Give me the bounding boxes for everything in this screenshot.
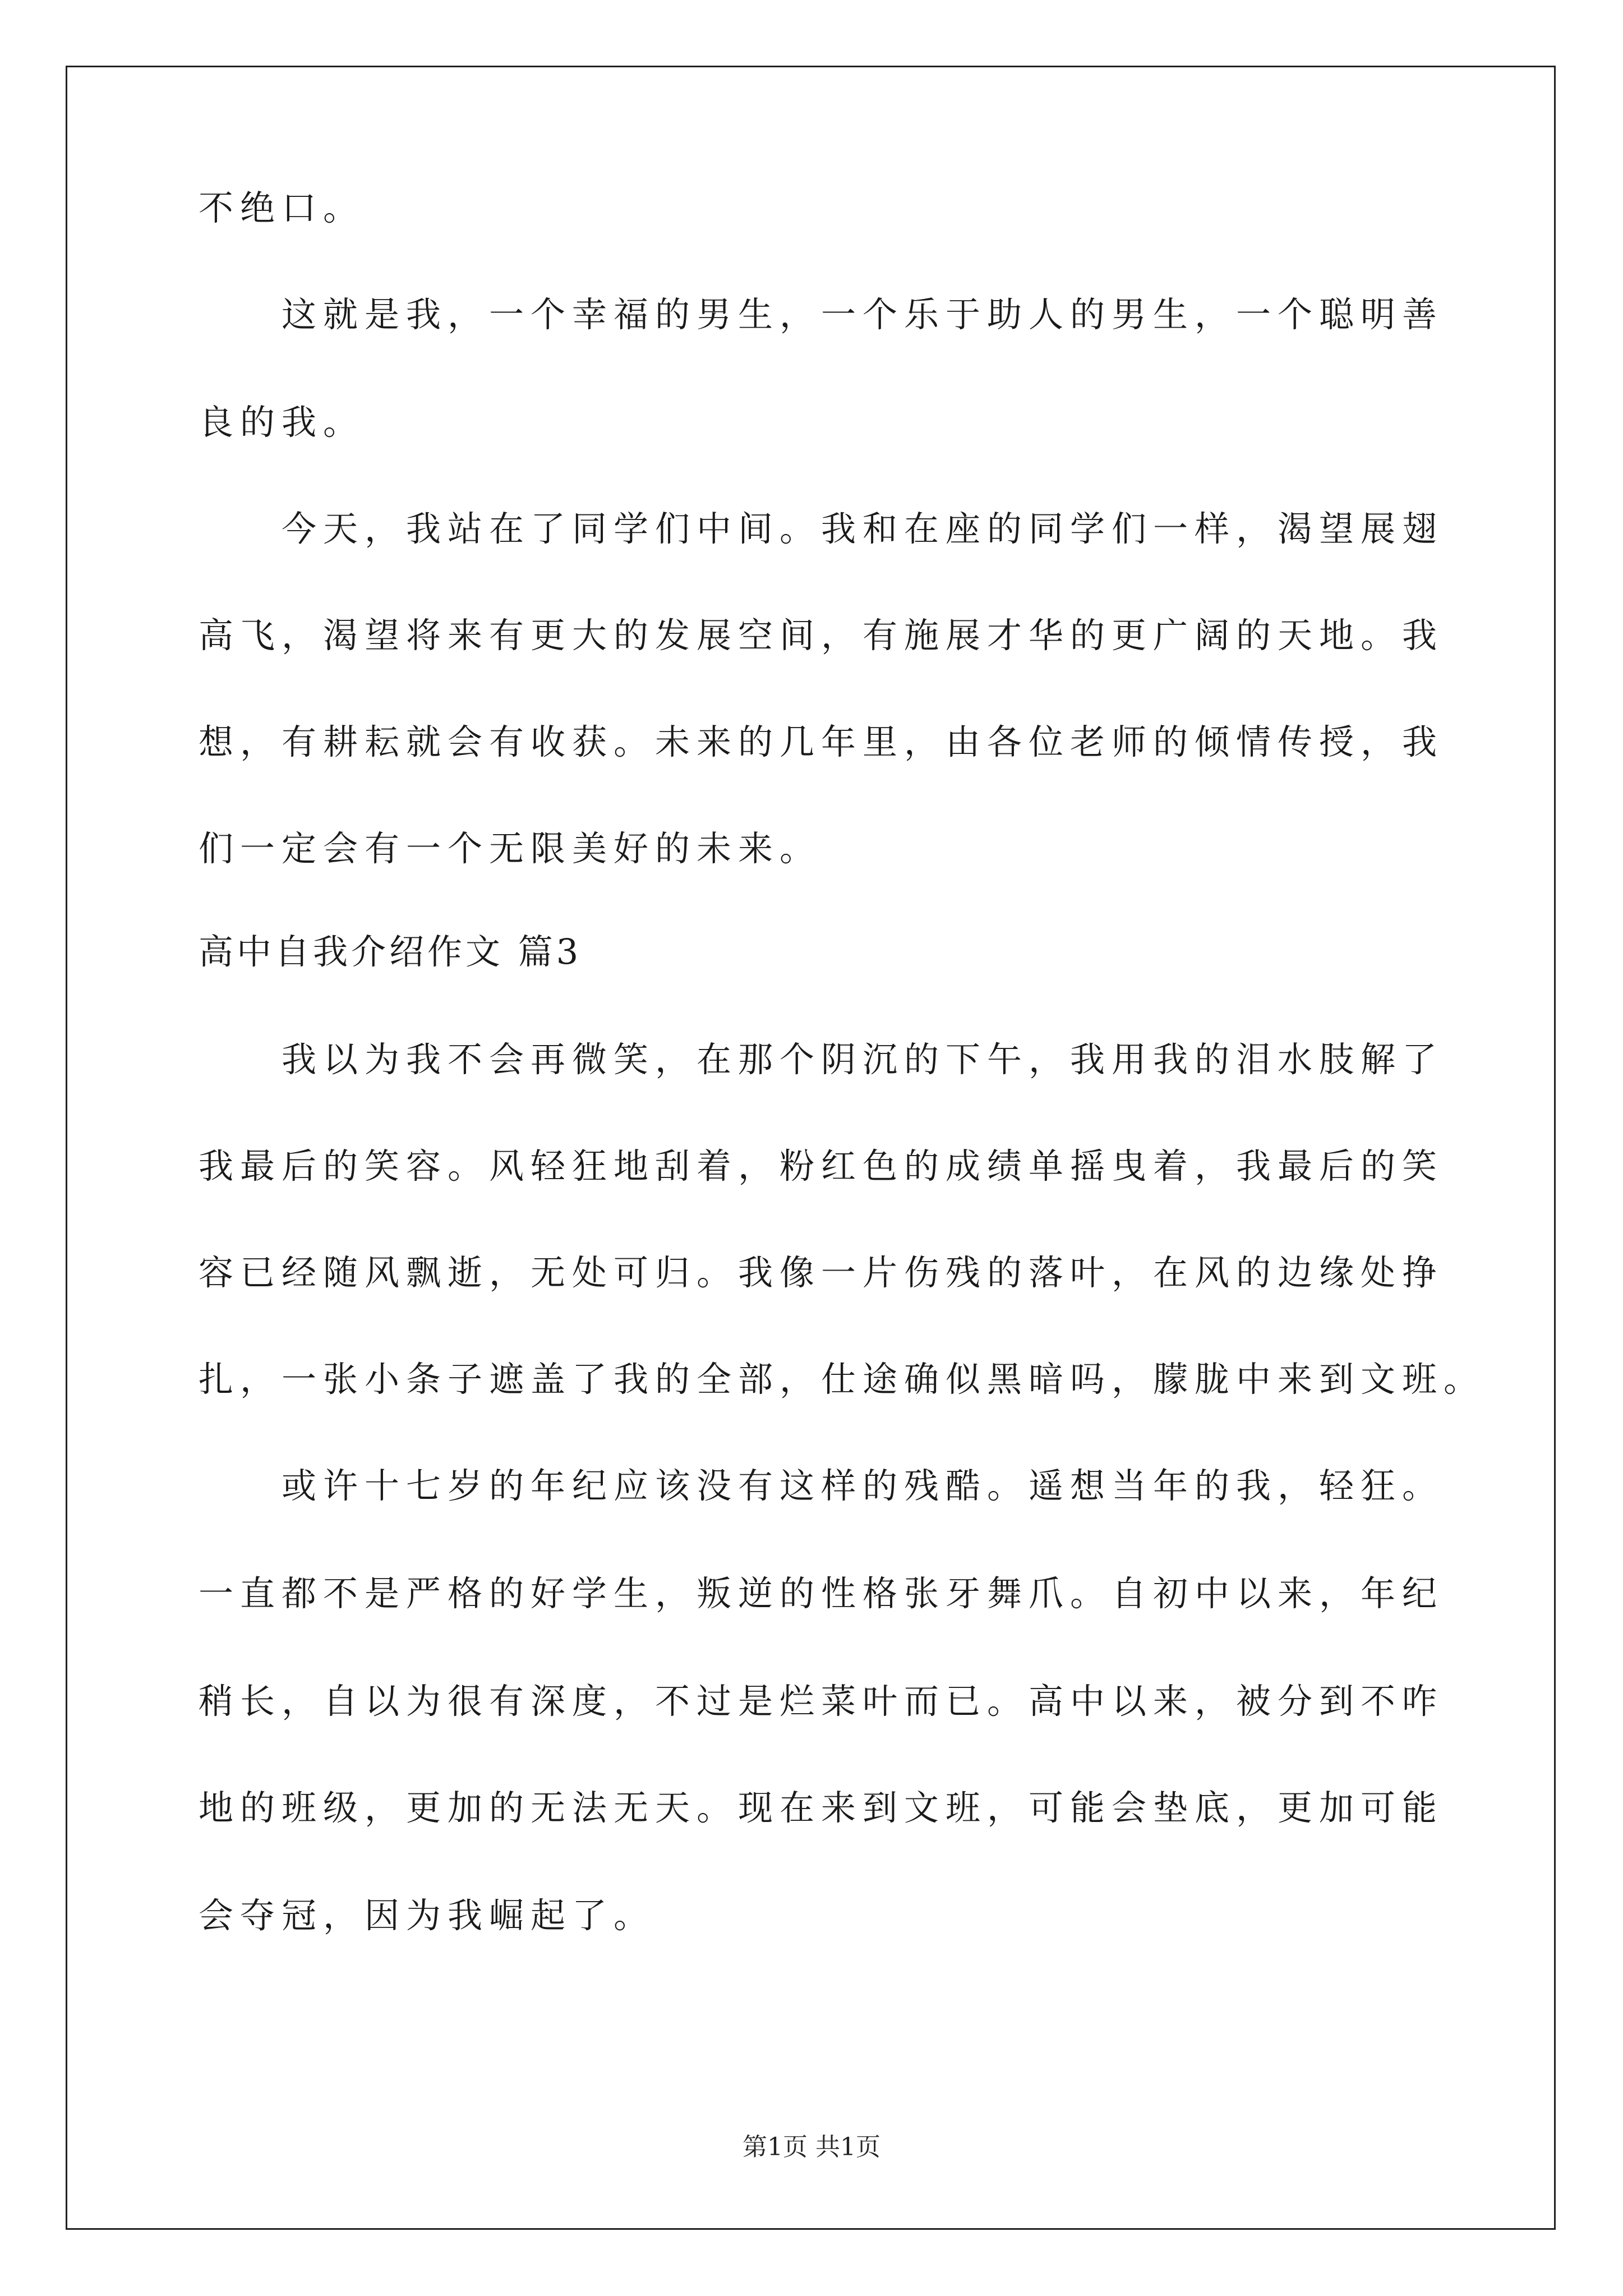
page-number-footer: 第1页 共1页	[743, 2133, 880, 2161]
text-line-7: 们一定会有一个无限美好的未来。	[199, 828, 822, 869]
section-heading: 高中自我介绍作文 篇3	[199, 931, 582, 972]
text-line-16: 地的班级，更加的无法无天。现在来到文班，可能会垫底，更加可能	[199, 1787, 1444, 1828]
text-line-14: 一直都不是严格的好学生，叛逆的性格张牙舞爪。自初中以来，年纪	[199, 1573, 1444, 1614]
text-line-13: 或许十七岁的年纪应该没有这样的残酷。遥想当年的我，轻狂。	[282, 1465, 1444, 1506]
text-line-3: 良的我。	[199, 402, 365, 443]
text-line-9: 我以为我不会再微笑，在那个阴沉的下午，我用我的泪水肢解了	[282, 1039, 1444, 1080]
text-line-12: 扎，一张小条子遮盖了我的全部，仕途确似黑暗吗，朦胧中来到文班。	[199, 1359, 1486, 1400]
text-line-17: 会夺冠，因为我崛起了。	[199, 1895, 656, 1936]
text-line-5: 高飞，渴望将来有更大的发展空间，有施展才华的更广阔的天地。我	[199, 615, 1444, 656]
text-line-2: 这就是我，一个幸福的男生，一个乐于助人的男生，一个聪明善	[282, 294, 1444, 335]
text-line-1: 不绝口。	[199, 187, 365, 228]
text-line-11: 容已经随风飘逝，无处可归。我像一片伤残的落叶，在风的边缘处挣	[199, 1252, 1444, 1293]
text-line-4: 今天，我站在了同学们中间。我和在座的同学们一样，渴望展翅	[282, 508, 1444, 549]
text-line-15: 稍长，自以为很有深度，不过是烂菜叶而已。高中以来，被分到不咋	[199, 1681, 1444, 1722]
text-line-10: 我最后的笑容。风轻狂地刮着，粉红色的成绩单摇曳着，我最后的笑	[199, 1145, 1444, 1186]
text-line-6: 想，有耕耘就会有收获。未来的几年里，由各位老师的倾情传授，我	[199, 721, 1444, 762]
